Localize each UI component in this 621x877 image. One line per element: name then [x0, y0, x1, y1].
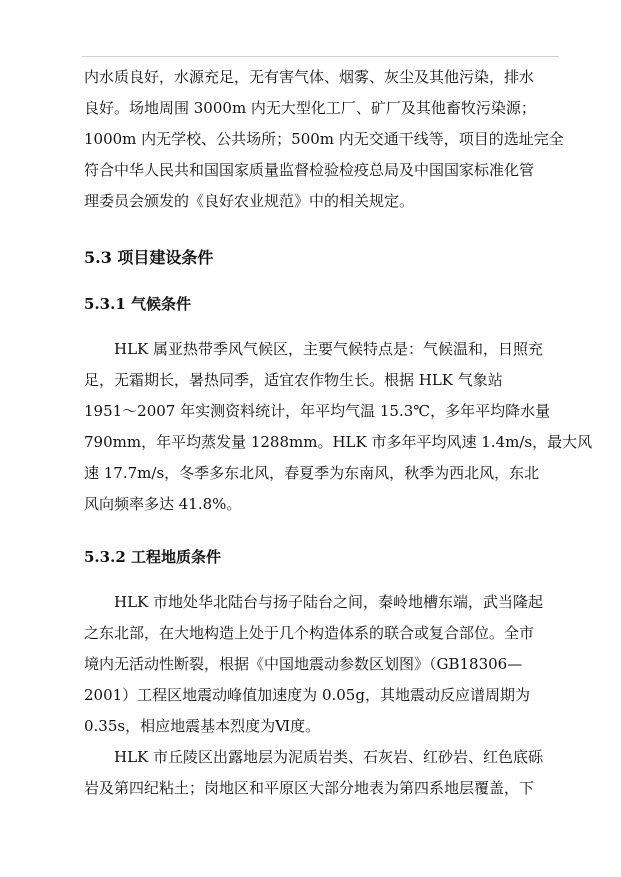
- text-line: 理委员会颁发的《良好农业规范》中的相关规定。: [84, 192, 415, 210]
- text-line: 1000m 内无学校、公共场所；500m 内无交通干线等，项目的选址完全: [84, 130, 564, 148]
- text-line: 境内无活动性断裂，根据《中国地震动参数区划图》（GB18306—: [84, 655, 523, 673]
- text-line: 0.35s，相应地震基本烈度为Ⅵ度。: [84, 717, 321, 735]
- text-line: 良好。场地周围 3000m 内无大型化工厂、矿厂及其他畜牧污染源；: [84, 99, 536, 117]
- text-line: 790mm，年平均蒸发量 1288mm。HLK 市多年平均风速 1.4m/s，最大风: [84, 433, 593, 451]
- text-line: 岩及第四纪粘土；岗地区和平原区大部分地表为第四系地层覆盖，下: [84, 779, 535, 797]
- text-line: HLK 属亚热带季风气候区，主要气候特点是：气候温和，日照充: [114, 340, 544, 358]
- text-line: 2001）工程区地震动峰值加速度为 0.05g，其地震动反应谱周期为: [84, 686, 530, 704]
- paragraph-site-conditions: [84, 62, 564, 217]
- paragraph-geology-structure: [84, 587, 559, 742]
- paragraph-climate: [84, 334, 593, 520]
- text-line: 风向频率多达 41.8%。: [84, 495, 242, 513]
- text-line: 速 17.7m/s，冬季多东北风，春夏季为东南风，秋季为西北风，东北: [84, 464, 540, 482]
- text-line: 足，无霜期长，暑热同季，适宜农作物生长。根据 HLK 气象站: [84, 371, 503, 389]
- text-line: HLK 市地处华北陆台与扬子陆台之间，秦岭地槽东端，武当隆起: [114, 593, 544, 611]
- text-line: 之东北部，在大地构造上处于几个构造体系的联合或复合部位。全市: [84, 624, 535, 642]
- header-rule: [82, 56, 559, 57]
- text-line: 1951～2007 年实测资料统计，年平均气温 15.3℃，多年平均降水量: [84, 402, 551, 420]
- text-line: 内水质良好，水源充足，无有害气体、烟雾、灰尘及其他污染，排水: [84, 68, 535, 86]
- paragraph-geology-strata: [84, 742, 559, 804]
- text-line: 符合中华人民共和国国家质量监督检验检疫总局及中国国家标准化管: [84, 161, 535, 179]
- section-heading-5-3-2: 5.3.2 工程地质条件: [84, 548, 221, 566]
- text-line: HLK 市丘陵区出露地层为泥质岩类、石灰岩、红砂岩、红色底砾: [114, 748, 544, 766]
- section-heading-5-3-1: 5.3.1 气候条件: [84, 295, 191, 313]
- section-heading-5-3: 5.3 项目建设条件: [84, 248, 214, 267]
